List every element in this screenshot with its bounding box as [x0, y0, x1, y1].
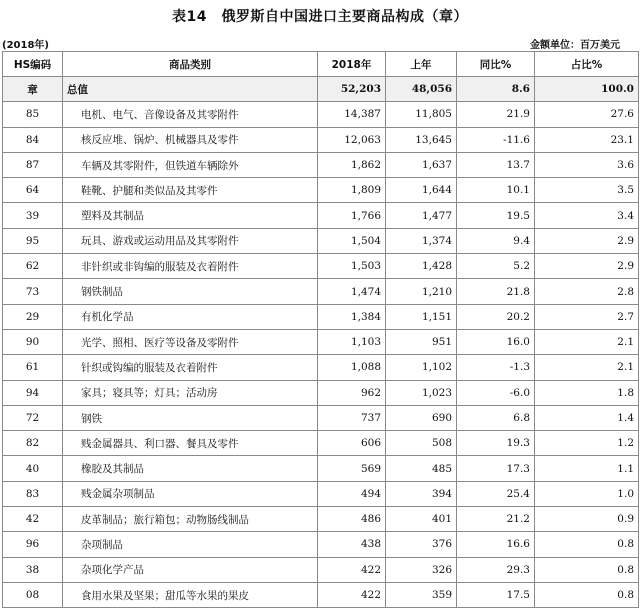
share-cell: 1.0: [535, 481, 639, 506]
table-row: [3, 355, 639, 380]
table-row: [3, 304, 639, 329]
value-prev-year-cell: 11,805: [386, 102, 457, 127]
value-2018-cell: 422: [318, 557, 386, 582]
yoy-cell: 13.7: [457, 152, 535, 177]
yoy-cell: 25.4: [457, 481, 535, 506]
category-cell: 非针织或非钩编的服装及衣着附件: [63, 254, 318, 279]
yoy-cell: 16.6: [457, 532, 535, 557]
share-cell: 2.9: [535, 228, 639, 253]
table-row: [3, 431, 639, 456]
hs-code-cell: 61: [3, 355, 63, 380]
share-cell: 1.8: [535, 380, 639, 405]
value-2018-cell: 1,088: [318, 355, 386, 380]
value-prev-year-cell: 359: [386, 582, 457, 607]
table-row: [3, 582, 639, 607]
hs-code-cell: 85: [3, 102, 63, 127]
value-2018-cell: 1,474: [318, 279, 386, 304]
table-row: [3, 557, 639, 582]
value-2018-cell: 52,203: [318, 77, 386, 102]
share-cell: 3.4: [535, 203, 639, 228]
table-row: [3, 507, 639, 532]
share-cell: 0.8: [535, 582, 639, 607]
value-prev-year-cell: 508: [386, 431, 457, 456]
category-cell: 橡胶及其制品: [63, 456, 318, 481]
share-cell: 1.2: [535, 431, 639, 456]
yoy-cell: 17.3: [457, 456, 535, 481]
yoy-cell: 19.5: [457, 203, 535, 228]
hs-code-cell: 96: [3, 532, 63, 557]
year-note: (2018年): [2, 40, 49, 51]
table-row: [3, 405, 639, 430]
value-prev-year-cell: 1,151: [386, 304, 457, 329]
value-2018-cell: 438: [318, 532, 386, 557]
value-2018-cell: 1,103: [318, 329, 386, 354]
value-prev-year-cell: 1,374: [386, 228, 457, 253]
value-prev-year-cell: 394: [386, 481, 457, 506]
hs-code-cell: 38: [3, 557, 63, 582]
table-row: [3, 228, 639, 253]
yoy-cell: 9.4: [457, 228, 535, 253]
value-2018-cell: 12,063: [318, 127, 386, 152]
table-row: [3, 254, 639, 279]
value-2018-cell: 1,766: [318, 203, 386, 228]
share-cell: 2.1: [535, 355, 639, 380]
category-cell: 总值: [63, 77, 318, 102]
hs-code-cell: 62: [3, 254, 63, 279]
yoy-cell: 6.8: [457, 405, 535, 430]
yoy-cell: 5.2: [457, 254, 535, 279]
table-row: [3, 102, 639, 127]
hs-code-cell: 73: [3, 279, 63, 304]
table-meta: [2, 36, 620, 50]
hs-code-cell: 72: [3, 405, 63, 430]
header-yoy: 同比%: [457, 52, 535, 77]
value-2018-cell: 962: [318, 380, 386, 405]
value-2018-cell: 1,809: [318, 178, 386, 203]
hs-code-cell: 83: [3, 481, 63, 506]
value-prev-year-cell: 401: [386, 507, 457, 532]
value-2018-cell: 14,387: [318, 102, 386, 127]
category-cell: 塑料及其制品: [63, 203, 318, 228]
share-cell: 100.0: [535, 77, 639, 102]
hs-code-cell: 95: [3, 228, 63, 253]
yoy-cell: -11.6: [457, 127, 535, 152]
share-cell: 1.4: [535, 405, 639, 430]
table-row: [3, 279, 639, 304]
unit-note: 金额单位：百万美元: [530, 40, 620, 51]
category-cell: 贱金属器具、利口器、餐具及零件: [63, 431, 318, 456]
table-row: [3, 329, 639, 354]
header-hs-code: HS编码: [3, 52, 63, 77]
share-cell: 0.9: [535, 507, 639, 532]
category-cell: 光学、照相、医疗等设备及零附件: [63, 329, 318, 354]
value-2018-cell: 494: [318, 481, 386, 506]
value-prev-year-cell: 1,637: [386, 152, 457, 177]
category-cell: 车辆及其零附件，但铁道车辆除外: [63, 152, 318, 177]
share-cell: 1.1: [535, 456, 639, 481]
value-2018-cell: 422: [318, 582, 386, 607]
hs-code-cell: 40: [3, 456, 63, 481]
value-2018-cell: 1,384: [318, 304, 386, 329]
share-cell: 27.6: [535, 102, 639, 127]
value-prev-year-cell: 690: [386, 405, 457, 430]
table-row: [3, 127, 639, 152]
value-prev-year-cell: 1,102: [386, 355, 457, 380]
yoy-cell: 10.1: [457, 178, 535, 203]
hs-code-cell: 87: [3, 152, 63, 177]
table-row: [3, 178, 639, 203]
category-cell: 钢铁: [63, 405, 318, 430]
yoy-cell: 20.2: [457, 304, 535, 329]
value-prev-year-cell: 1,644: [386, 178, 457, 203]
category-cell: 皮革制品；旅行箱包；动物肠线制品: [63, 507, 318, 532]
total-row: [3, 77, 639, 102]
yoy-cell: -6.0: [457, 380, 535, 405]
value-prev-year-cell: 13,645: [386, 127, 457, 152]
header-row: [3, 52, 639, 77]
value-2018-cell: 569: [318, 456, 386, 481]
yoy-cell: -1.3: [457, 355, 535, 380]
value-prev-year-cell: 1,023: [386, 380, 457, 405]
yoy-cell: 17.5: [457, 582, 535, 607]
yoy-cell: 8.6: [457, 77, 535, 102]
hs-code-cell: 64: [3, 178, 63, 203]
value-prev-year-cell: 1,428: [386, 254, 457, 279]
category-cell: 杂项制品: [63, 532, 318, 557]
table-row: [3, 481, 639, 506]
share-cell: 2.9: [535, 254, 639, 279]
category-cell: 核反应堆、锅炉、机械器具及零件: [63, 127, 318, 152]
category-cell: 电机、电气、音像设备及其零附件: [63, 102, 318, 127]
table-title: 表14 俄罗斯自中国进口主要商品构成（章）: [172, 9, 468, 25]
yoy-cell: 21.2: [457, 507, 535, 532]
hs-code-cell: 29: [3, 304, 63, 329]
category-cell: 杂项化学产品: [63, 557, 318, 582]
share-cell: 2.7: [535, 304, 639, 329]
value-2018-cell: 486: [318, 507, 386, 532]
category-cell: 有机化学品: [63, 304, 318, 329]
category-cell: 针织或钩编的服装及衣着附件: [63, 355, 318, 380]
value-prev-year-cell: 951: [386, 329, 457, 354]
table-row: [3, 203, 639, 228]
category-cell: 玩具、游戏或运动用品及其零附件: [63, 228, 318, 253]
header-share: 占比%: [535, 52, 639, 77]
table-row: [3, 152, 639, 177]
value-2018-cell: 1,862: [318, 152, 386, 177]
category-cell: 食用水果及坚果；甜瓜等水果的果皮: [63, 582, 318, 607]
value-2018-cell: 737: [318, 405, 386, 430]
commodity-table: [2, 51, 639, 608]
table-row: [3, 380, 639, 405]
hs-code-cell: 39: [3, 203, 63, 228]
value-2018-cell: 1,503: [318, 254, 386, 279]
value-prev-year-cell: 48,056: [386, 77, 457, 102]
category-cell: 钢铁制品: [63, 279, 318, 304]
share-cell: 3.6: [535, 152, 639, 177]
hs-code-cell: 42: [3, 507, 63, 532]
yoy-cell: 21.8: [457, 279, 535, 304]
yoy-cell: 19.3: [457, 431, 535, 456]
hs-code-cell: 90: [3, 329, 63, 354]
table-row: [3, 532, 639, 557]
value-2018-cell: 606: [318, 431, 386, 456]
table-row: [3, 456, 639, 481]
value-2018-cell: 1,504: [318, 228, 386, 253]
category-cell: 鞋靴、护腿和类似品及其零件: [63, 178, 318, 203]
share-cell: 0.8: [535, 532, 639, 557]
category-cell: 贱金属杂项制品: [63, 481, 318, 506]
header-2018: 2018年: [318, 52, 386, 77]
value-prev-year-cell: 485: [386, 456, 457, 481]
share-cell: 2.1: [535, 329, 639, 354]
share-cell: 0.8: [535, 557, 639, 582]
hs-code-cell: 08: [3, 582, 63, 607]
category-cell: 家具；寝具等；灯具；活动房: [63, 380, 318, 405]
table-body: [3, 77, 639, 608]
share-cell: 2.8: [535, 279, 639, 304]
yoy-cell: 16.0: [457, 329, 535, 354]
value-prev-year-cell: 376: [386, 532, 457, 557]
yoy-cell: 29.3: [457, 557, 535, 582]
share-cell: 3.5: [535, 178, 639, 203]
hs-code-cell: 82: [3, 431, 63, 456]
hs-code-cell: 84: [3, 127, 63, 152]
value-prev-year-cell: 326: [386, 557, 457, 582]
value-prev-year-cell: 1,210: [386, 279, 457, 304]
value-prev-year-cell: 1,477: [386, 203, 457, 228]
hs-code-cell: 章: [3, 77, 63, 102]
header-prev-year: 上年: [386, 52, 457, 77]
hs-code-cell: 94: [3, 380, 63, 405]
header-category: 商品类别: [63, 52, 318, 77]
yoy-cell: 21.9: [457, 102, 535, 127]
share-cell: 23.1: [535, 127, 639, 152]
